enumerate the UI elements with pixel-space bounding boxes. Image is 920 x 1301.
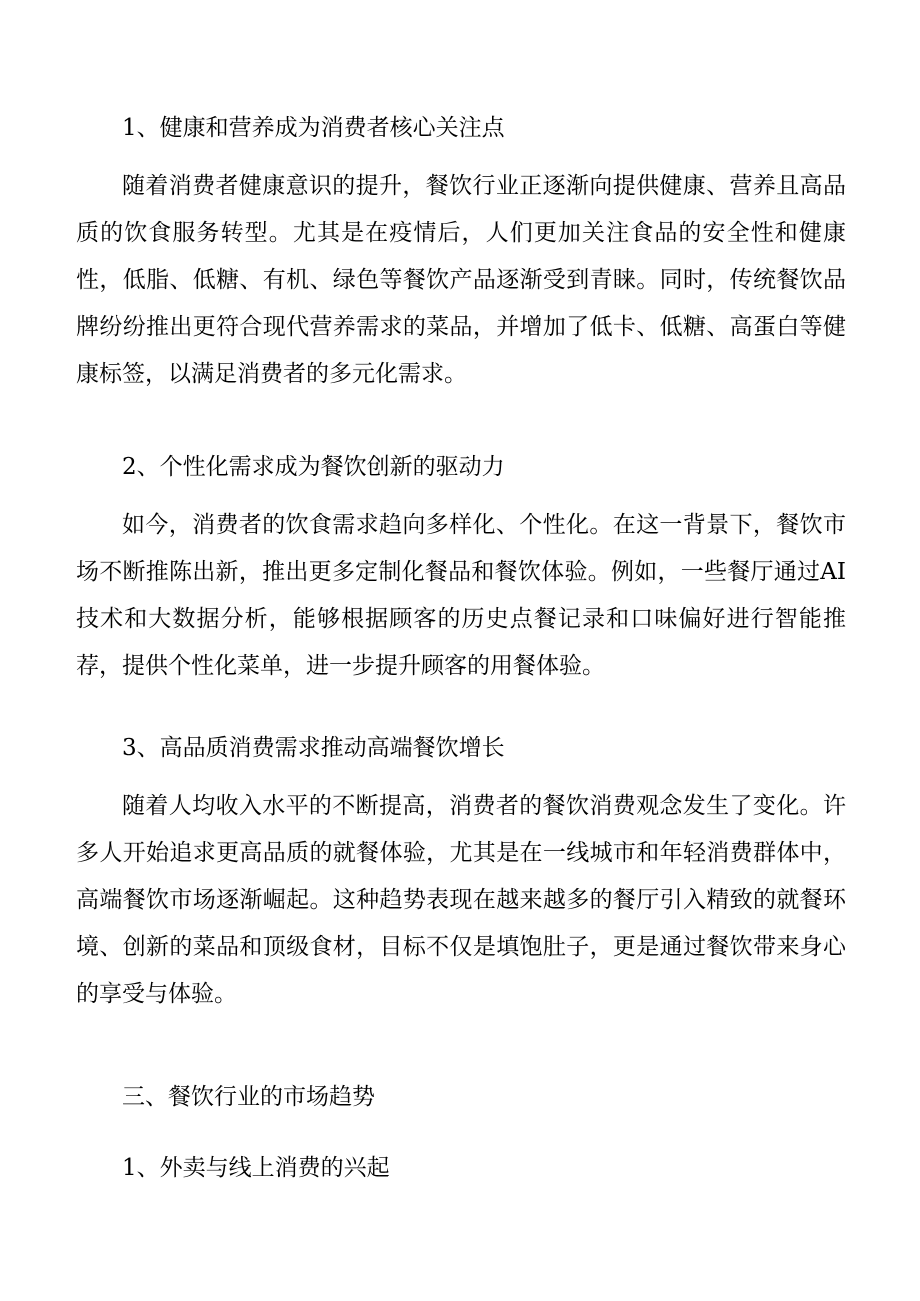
section-heading-takeout: 1、外卖与线上消费的兴起 — [122, 1155, 390, 1181]
paragraph-health: 随着消费者健康意识的提升，餐饮行业正逐渐向提供健康、营养且高品质的饮食服务转型。尤其是在疫情后，人们更加关注食品的安全性和健康性，低脂、低糖、有机、绿色等餐饮产品逐渐受到青睐。同时，传统餐饮品牌纷纷推出更符合现代营养需求的菜品，并增加了低卡、低糖、高蛋白等健康标签，以满足消费者的多元化需求。 — [76, 173, 846, 387]
paragraph-high-end: 随着人均收入水平的不断提高，消费者的餐饮消费观念发生了变化。许多人开始追求更高品质的就餐体验，尤其是在一线城市和年轻消费群体中，高端餐饮市场逐渐崛起。这种趋势表现在越来越多的餐厅引入精致的就餐环境、创新的菜品和顶级食材，目标不仅是填饱肚子，更是通过餐饮带来身心的享受与体验。 — [76, 793, 846, 1007]
section-heading-high-end: 3、高品质消费需求推动高端餐饮增长 — [122, 735, 505, 761]
paragraph-personalization: 如今，消费者的饮食需求趋向多样化、个性化。在这一背景下，餐饮市场不断推陈出新，推出更多定制化餐品和餐饮体验。例如，一些餐厅通过AI技术和大数据分析，能够根据顾客的历史点餐记录和口味偏好进行智能推荐，提供个性化菜单，进一步提升顾客的用餐体验。 — [76, 512, 846, 679]
chapter-heading-market-trends: 三、餐饮行业的市场趋势 — [122, 1084, 375, 1110]
section-heading-personalization: 2、个性化需求成为餐饮创新的驱动力 — [122, 454, 505, 480]
section-heading-health: 1、健康和营养成为消费者核心关注点 — [122, 115, 505, 141]
